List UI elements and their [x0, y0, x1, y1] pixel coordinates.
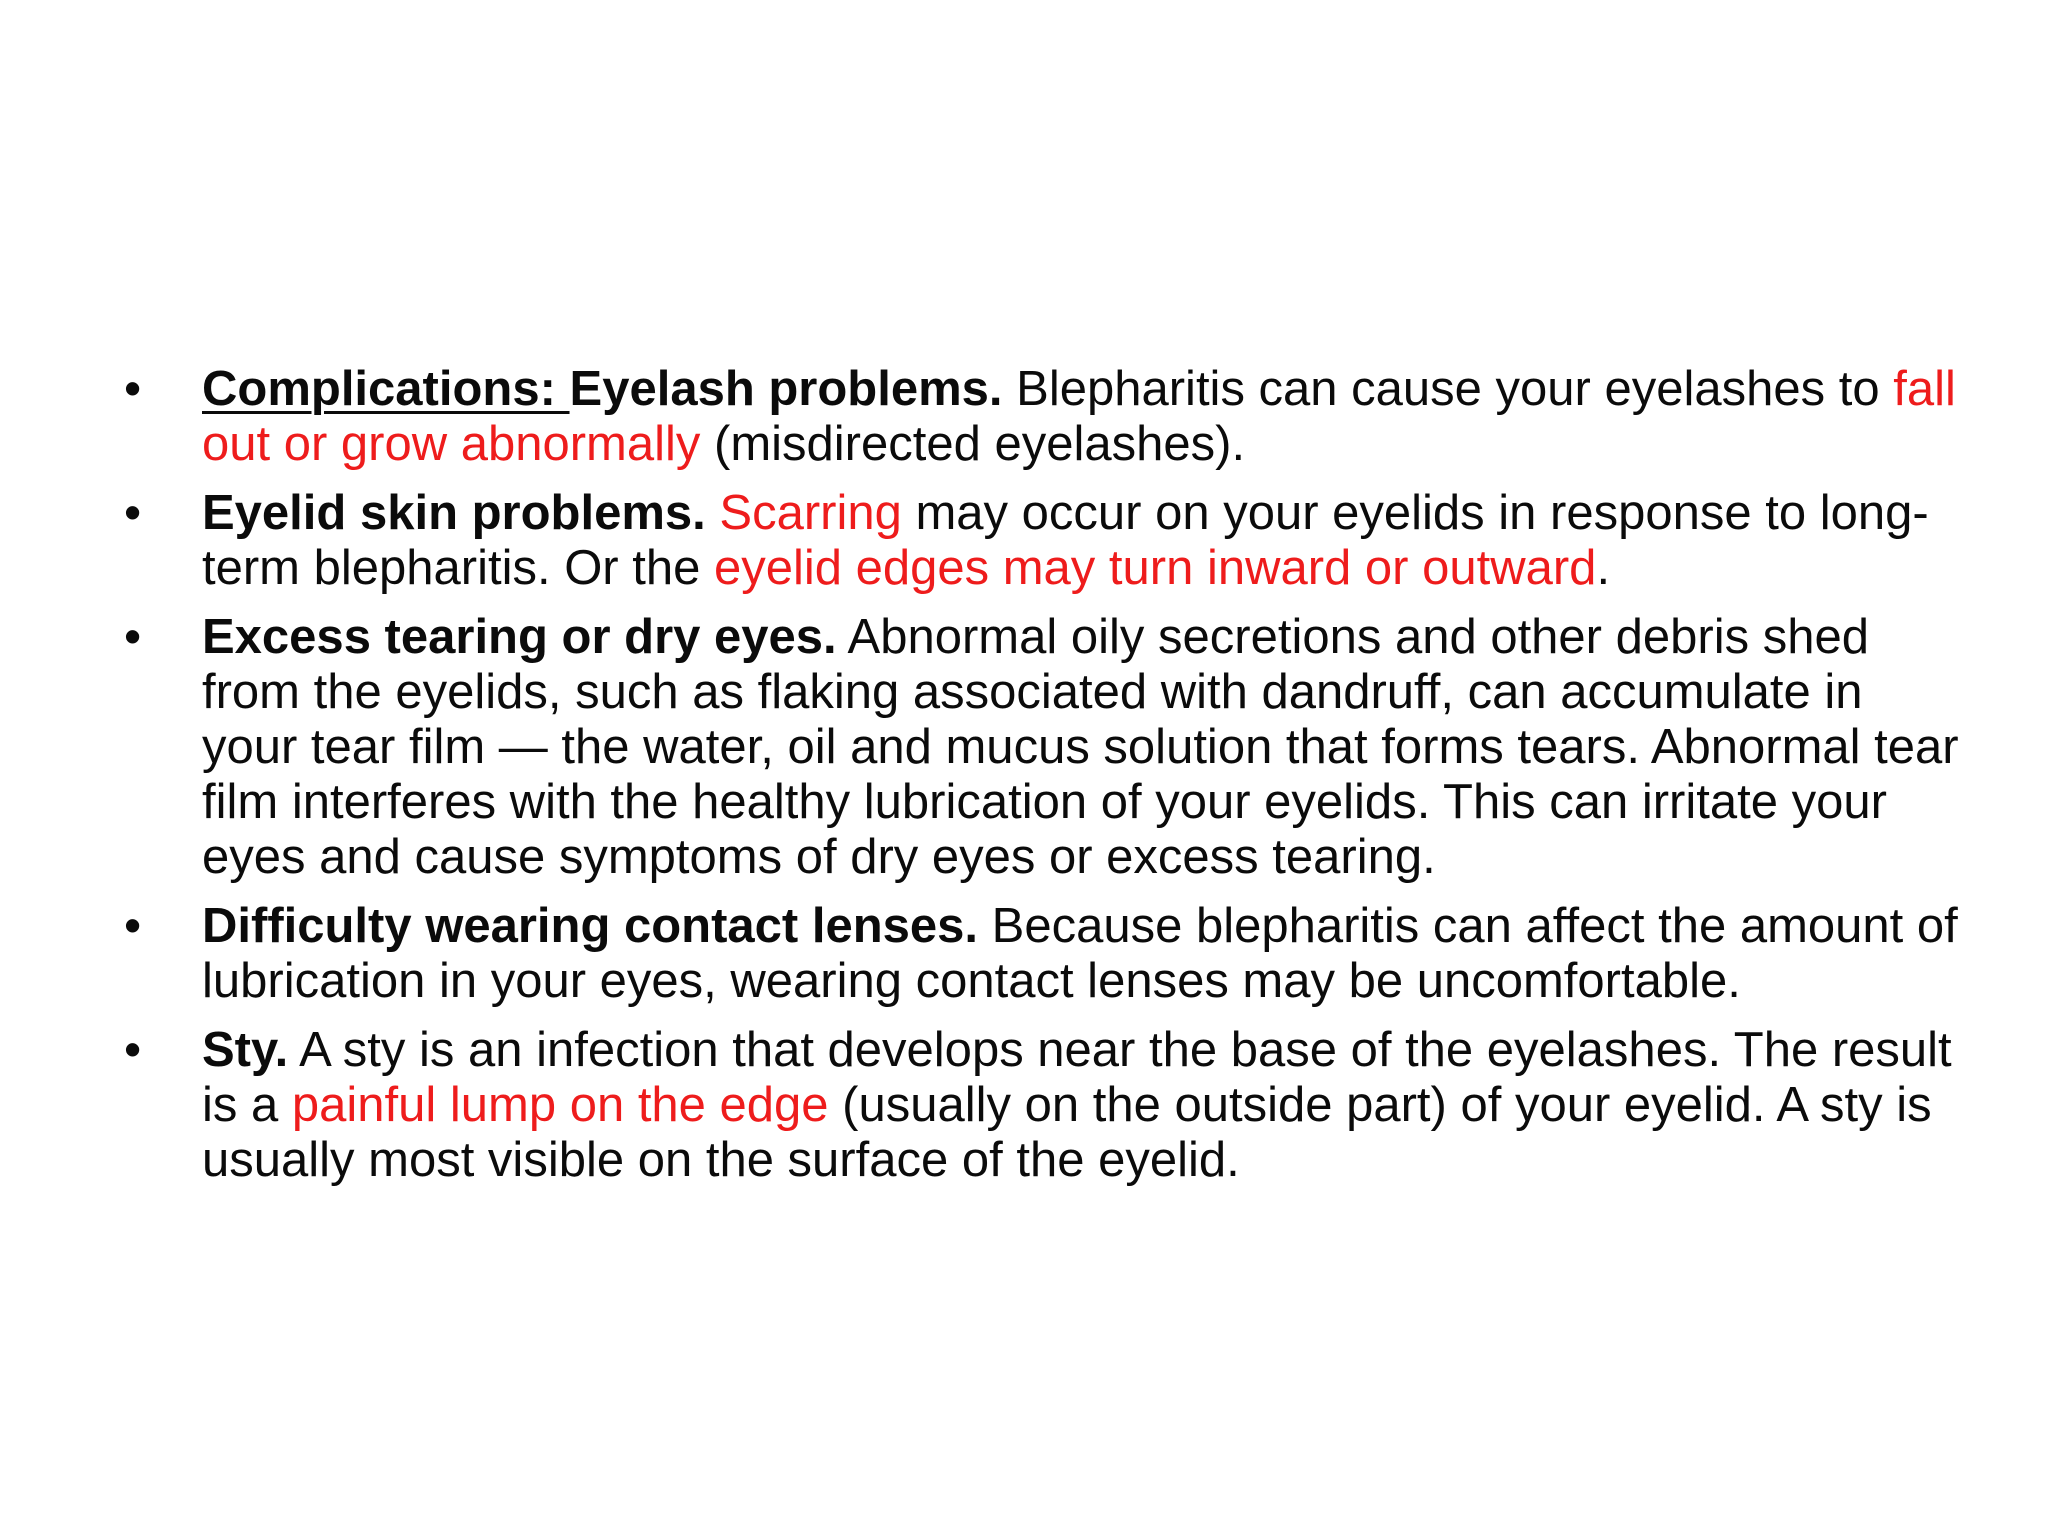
- bullet-text: A sty is an infection that develops near the base of the eyelashes. The result is a: [202, 1023, 1952, 1132]
- bullet-text: [706, 486, 720, 540]
- highlight-text: eyelid edges may turn inward or outward: [713, 541, 1597, 595]
- highlight-text: painful lump on the edge: [291, 1078, 829, 1132]
- bullet-lead: Eyelid skin problems.: [202, 486, 706, 540]
- bullet-text: may occur on your eyelids in response to long-term blepharitis. Or the: [202, 486, 1929, 595]
- bullet-eyelash-problems: [118, 362, 1968, 472]
- bullet-lead: Excess tearing or dry eyes.: [202, 610, 837, 664]
- bullet-contact-lenses: [118, 899, 1968, 1009]
- bullet-text: Abnormal oily secretions and other debris shed from the eyelids, such as flaking associated with dandruff, can accumulate in your tear film — the water, oil and mucus solution that forms tears. Abnormal tear film interferes with the healthy lubrication of your eyelids. This can irritate your eyes and cause symptoms of dry eyes or excess tearing.: [202, 610, 1959, 884]
- bullet-text: (misdirected eyelashes).: [700, 417, 1246, 471]
- bullet-text: Blepharitis can cause your eyelashes to: [1002, 362, 1894, 416]
- highlight-text: Scarring: [719, 486, 902, 540]
- bullet-text: Because blepharitis can affect the amount of lubrication in your eyes, wearing contact lenses may be uncomfortable.: [202, 899, 1958, 1008]
- bullet-sty: [118, 1023, 1968, 1188]
- bullet-eyelid-skin-problems: [118, 486, 1968, 596]
- bullet-excess-tearing: [118, 610, 1968, 885]
- bullet-list: [118, 362, 1968, 1188]
- highlight-text: fall out or grow abnormally: [202, 362, 1956, 471]
- bullet-lead: Sty.: [202, 1023, 289, 1077]
- slide-body: [118, 362, 1968, 1202]
- bullet-text: (usually on the outside part) of your eyelid. A sty is usually most visible on the surface of the eyelid.: [202, 1078, 1932, 1187]
- bullet-lead: Difficulty wearing contact lenses.: [202, 899, 979, 953]
- bullet-text: .: [1596, 541, 1611, 595]
- bullet-lead: Eyelash problems.: [569, 362, 1003, 416]
- complications-heading: Complications:: [202, 362, 570, 416]
